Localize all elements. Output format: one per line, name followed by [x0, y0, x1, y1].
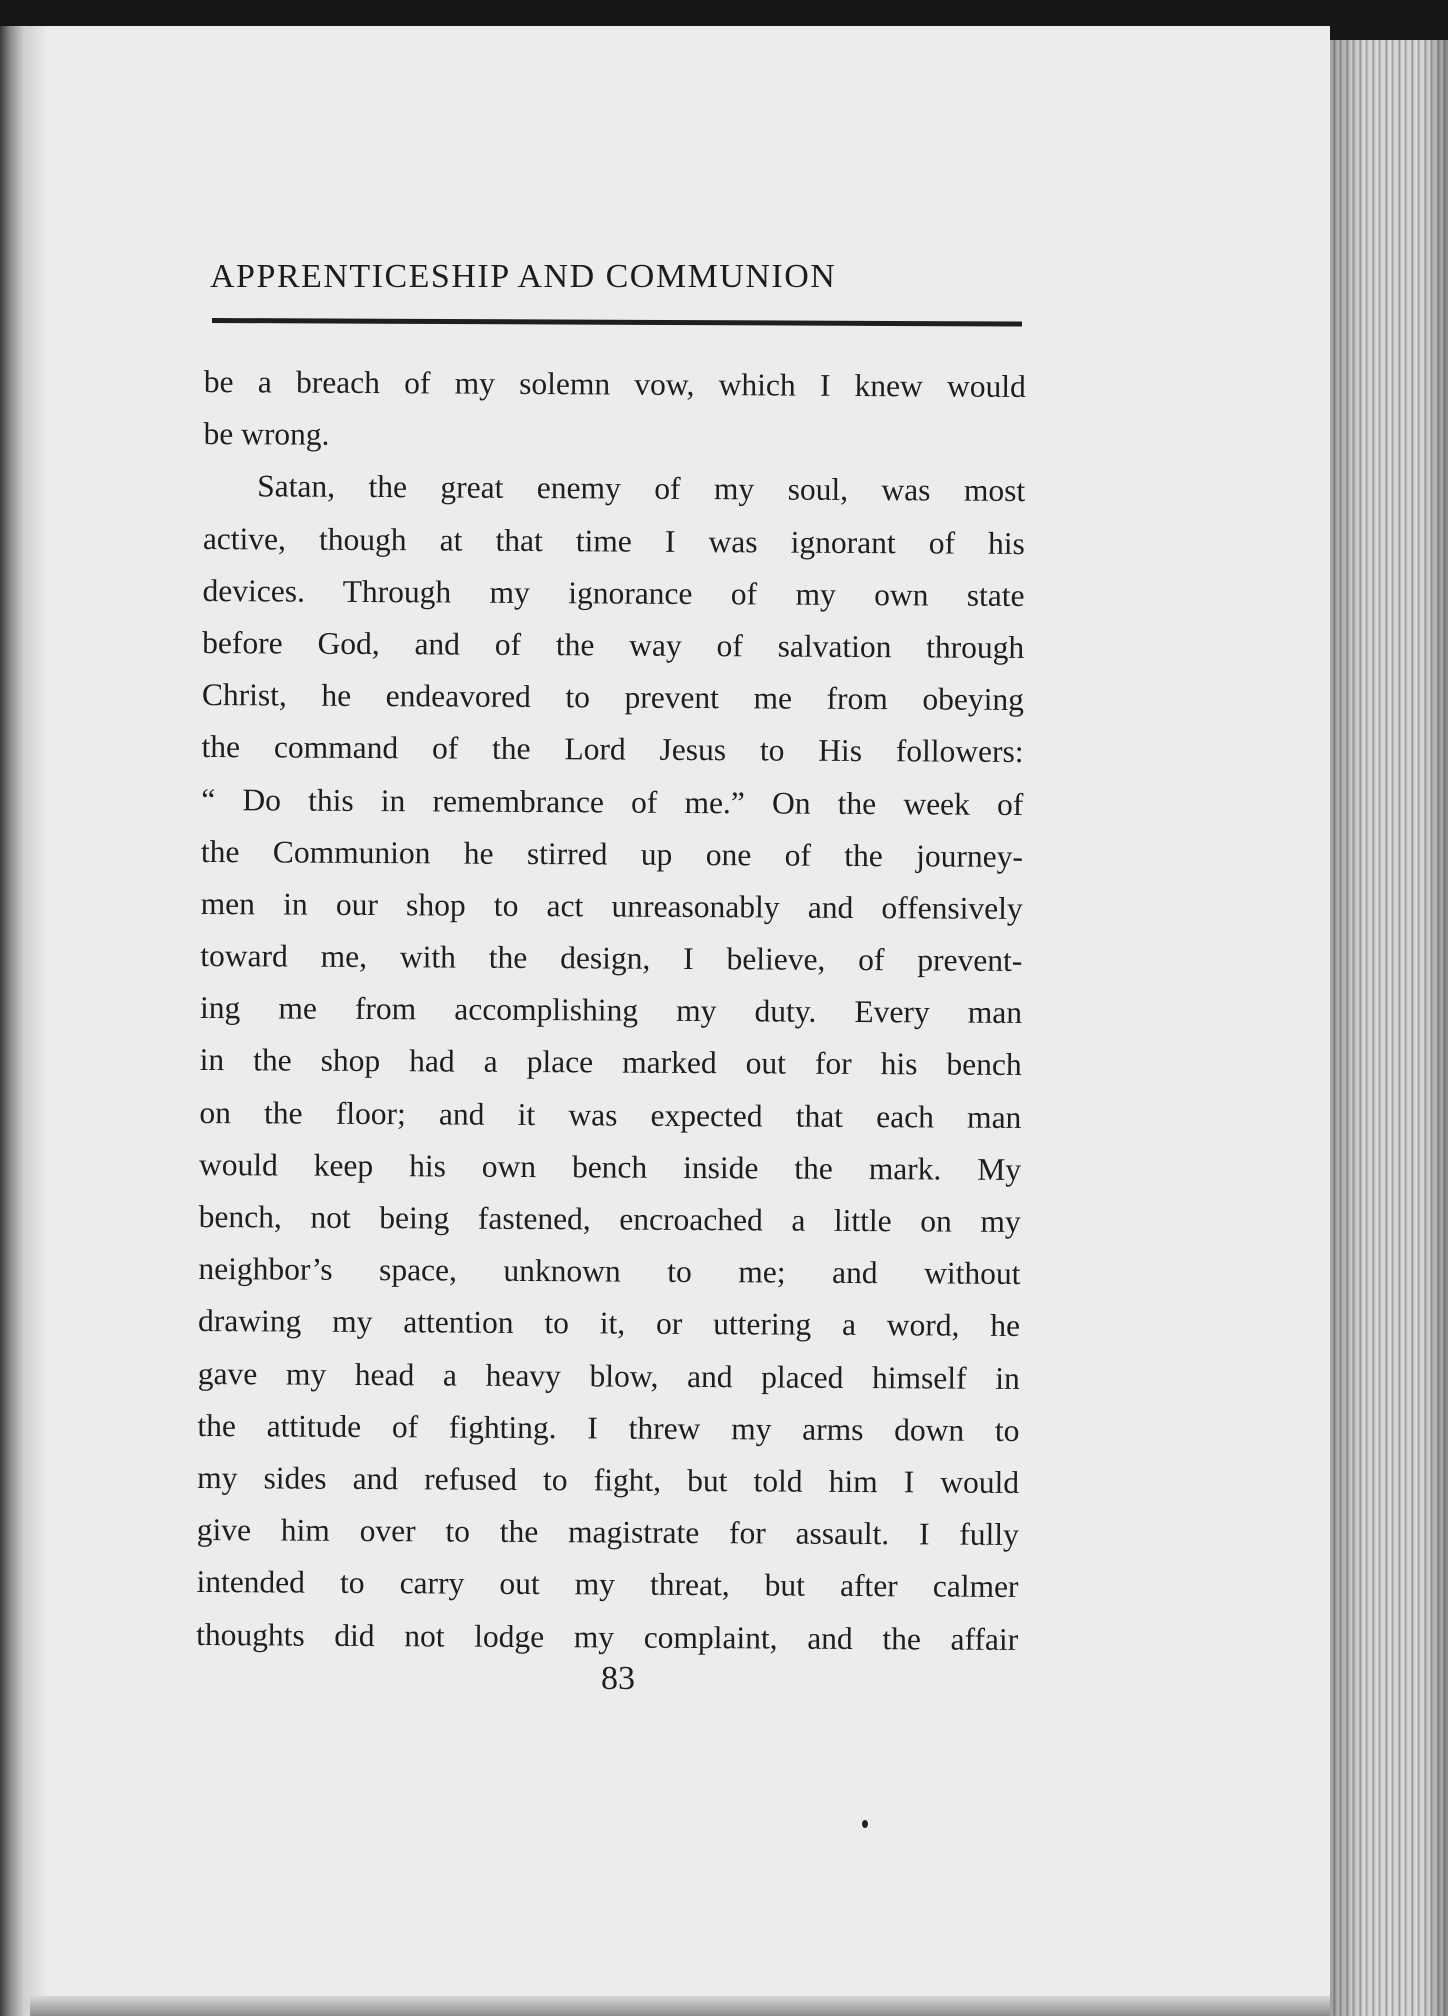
text-line: “ Do this in remembrance of me.” On the week of — [201, 781, 1024, 822]
body-text — [196, 356, 1026, 1666]
text-line: gave my head a heavy blow, and placed himself in — [197, 1355, 1020, 1396]
text-line: Satan, the great enemy of my soul, was most — [257, 468, 1026, 509]
text-line: in the shop had a place marked out for his bench — [199, 1042, 1022, 1083]
text-line: intended to carry out my threat, but after calmer — [196, 1564, 1019, 1605]
text-line: neighbor’s space, unknown to me; and without — [198, 1251, 1021, 1292]
text-line: drawing my attention to it, or uttering a word, he — [197, 1303, 1021, 1344]
text-line: before God, and of the way of salvation through — [202, 624, 1025, 665]
text-line: thoughts did not lodge my complaint, and the affair — [196, 1616, 1019, 1657]
page-bottom-edge — [30, 1996, 1330, 2016]
page-edges-shade — [1330, 40, 1448, 2016]
text-line: my sides and refused to fight, but told him I would — [197, 1459, 1020, 1500]
text-line: be a breach of my solemn vow, which I knew would — [203, 363, 1026, 405]
text-line: the Communion he stirred up one of the journey- — [200, 833, 1024, 874]
text-line: Christ, he endeavored to prevent me from obeying — [201, 677, 1025, 718]
text-line: the attitude of fighting. I threw my arms down to — [197, 1407, 1020, 1448]
text-line: on the floor; and it was expected that each man — [199, 1094, 1022, 1135]
text-line: ing me from accomplishing my duty. Every man — [199, 990, 1023, 1031]
book-gutter — [0, 26, 48, 2016]
text-line: would keep his own bench inside the mark. My — [198, 1146, 1022, 1187]
text-line: toward me, with the design, I believe, of prevent- — [200, 938, 1023, 979]
page-number: 83 — [601, 1660, 635, 1697]
text-line: men in our shop to act unreasonably and offensively — [200, 885, 1023, 926]
ink-speck — [862, 1820, 868, 1828]
text-line: the command of the Lord Jesus to His followers: — [201, 729, 1024, 770]
running-head: APPRENTICESHIP AND COMMUNION — [210, 258, 837, 295]
text-line: give him over to the magistrate for assault. I fully — [196, 1512, 1019, 1553]
text-line: devices. Through my ignorance of my own state — [202, 572, 1025, 613]
text-line: be wrong. — [203, 416, 330, 452]
text-line: active, though at that time I was ignorant of his — [202, 520, 1025, 561]
text-line: bench, not being fastened, encroached a little on my — [198, 1198, 1021, 1240]
